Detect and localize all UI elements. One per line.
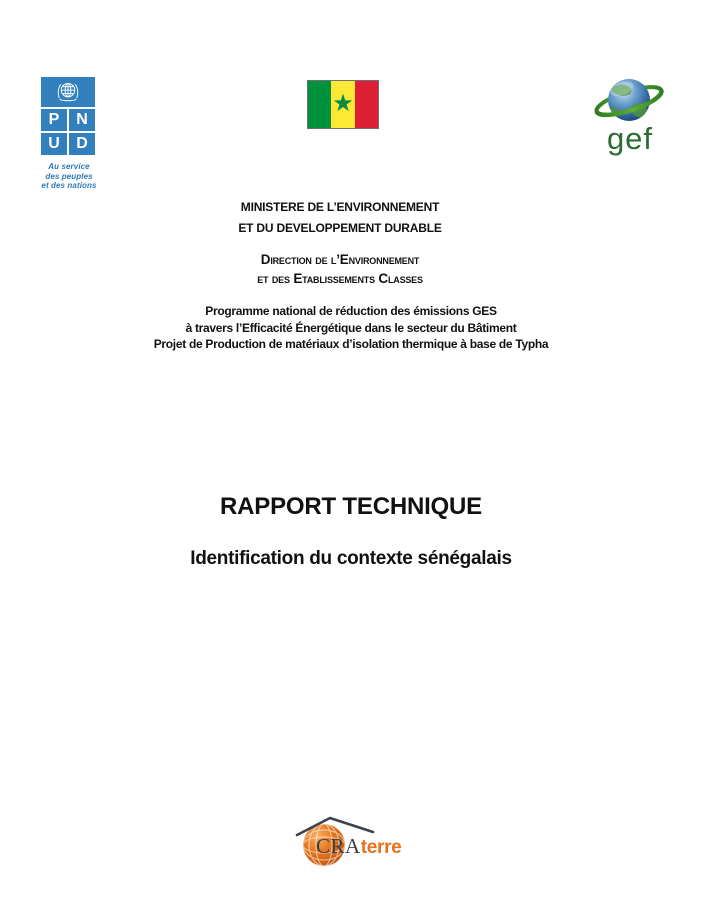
pnud-letter-grid — [41, 107, 95, 155]
craterre-logo — [293, 812, 411, 868]
programme-line-2: à travers l’Efficacité Énergétique dans le secteur du Bâtiment — [185, 320, 517, 335]
ministry-block — [0, 197, 691, 239]
craterre-text-terre: terre — [360, 837, 402, 858]
pnud-tagline — [41, 162, 97, 191]
direction-line-1: Direction de l’Environnement — [260, 252, 420, 267]
report-title: RAPPORT TECHNIQUE — [220, 493, 482, 520]
flag-yellow-stripe — [331, 81, 354, 128]
un-emblem-icon — [41, 77, 95, 107]
ministry-line-2: ET DU DEVELOPPEMENT DURABLE — [238, 221, 442, 235]
report-subtitle: Identification du contexte sénégalais — [190, 548, 512, 569]
pnud-tagline-line3: et des nations — [41, 181, 97, 190]
gef-logo — [592, 74, 668, 154]
pnud-logo — [41, 77, 97, 191]
flag-green-stripe — [308, 81, 331, 128]
craterre-text-cra: CRA — [316, 834, 361, 858]
pnud-tagline-line2: des peuples — [45, 171, 93, 181]
flag-red-stripe — [355, 81, 378, 128]
pnud-tagline-line1: Au service — [48, 162, 90, 171]
pnud-letter-n: N — [69, 109, 95, 131]
gef-label: gef — [606, 121, 654, 156]
senegal-flag — [307, 80, 379, 129]
pnud-letter-p: P — [41, 109, 67, 131]
direction-block — [0, 250, 691, 288]
programme-line-3: Projet de Production de matériaux d’isolation thermique à base de Typha — [153, 337, 549, 351]
craterre-wordmark — [316, 834, 401, 859]
pnud-letter-u: U — [41, 133, 67, 155]
flag-star-icon: ★ — [332, 89, 354, 117]
ministry-line-1: MINISTERE DE L’ENVIRONNEMENT — [240, 200, 440, 214]
pnud-logo-box — [41, 77, 95, 155]
programme-line-1: Programme national de réduction des émissions GES — [205, 304, 497, 318]
pnud-letter-d: D — [69, 133, 95, 155]
direction-line-2: et des Etablissements Classes — [257, 271, 423, 286]
programme-block — [0, 303, 702, 353]
